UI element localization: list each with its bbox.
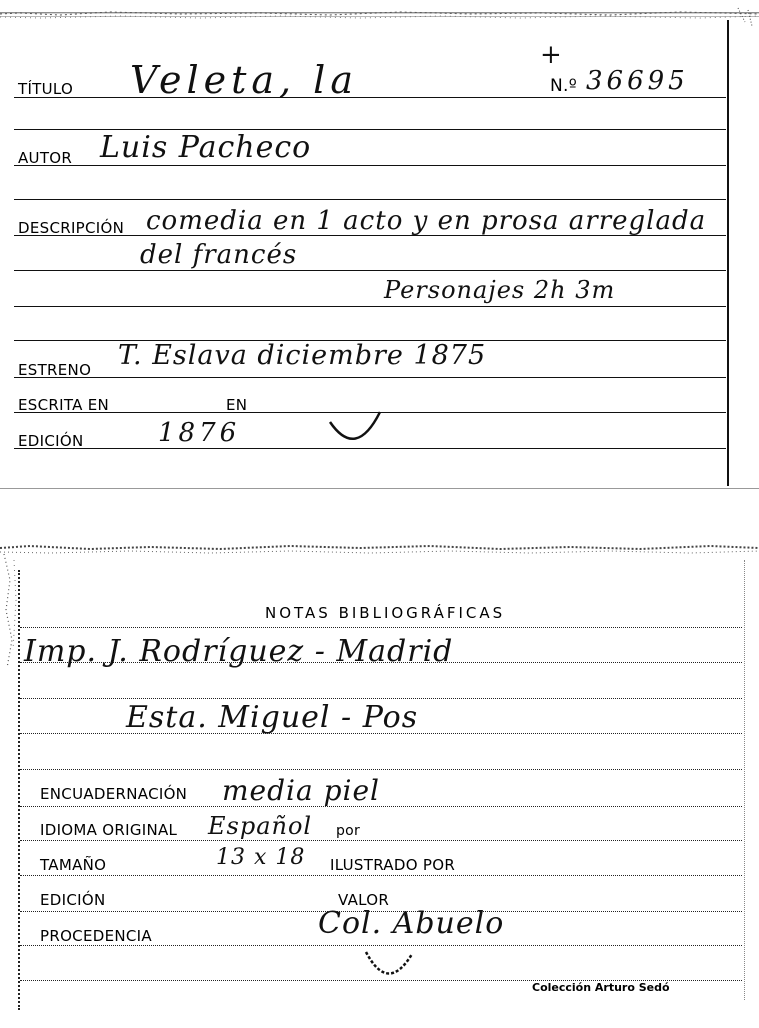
scan-edge-noise-bottom [0, 540, 759, 562]
descripcion-line1: comedia en 1 acto y en prosa arreglada [146, 206, 707, 236]
rule-autor [14, 165, 726, 166]
estreno-value: T. Eslava diciembre 1875 [118, 340, 487, 371]
edicion-label: EDICIÓN [18, 432, 84, 450]
rule-idioma [20, 840, 742, 841]
card-right-border [744, 560, 745, 1000]
encuadernacion-label: ENCUADERNACIÓN [40, 785, 188, 803]
card-right-border [727, 20, 729, 486]
notes-line2: Esta. Miguel - Pos [126, 700, 419, 735]
descripcion-label: DESCRIPCIÓN [18, 219, 125, 237]
idioma-label: IDIOMA ORIGINAL [40, 821, 178, 839]
estreno-label: ESTRENO [18, 361, 92, 379]
numero-mark: + [540, 40, 563, 70]
collection-footer: Colección Arturo Sedó [532, 981, 670, 994]
rule-encuadernacion [20, 806, 742, 807]
rule-titulo [14, 97, 726, 98]
procedencia-label: PROCEDENCIA [40, 927, 152, 945]
catalog-card-front [0, 0, 759, 495]
notas-heading: NOTAS BIBLIOGRÁFICAS [265, 604, 506, 622]
titulo-value: Veleta, la [130, 58, 358, 102]
edicion-back-label: EDICIÓN [40, 891, 106, 909]
autor-label: AUTOR [18, 149, 73, 167]
valor-label: VALOR [338, 891, 390, 909]
edicion-value: 1876 [158, 418, 241, 448]
notes-line1: Imp. J. Rodríguez - Madrid [24, 634, 454, 669]
notes-rule-1 [20, 627, 742, 628]
rule-tamano [20, 875, 742, 876]
notes-rule-3 [20, 698, 742, 699]
en-label: EN [226, 396, 248, 414]
encuadernacion-value: media piel [222, 774, 380, 807]
descripcion-line2: del francés [140, 240, 298, 270]
card-bottom-edge [0, 488, 759, 489]
numero-label: N.º [550, 76, 578, 96]
descripcion-line3: Personajes 2h 3m [384, 276, 616, 304]
punch-hole-arc [322, 402, 392, 448]
rule-4 [14, 199, 726, 200]
punch-hole-arc [360, 938, 420, 982]
rule-edicion [14, 448, 726, 449]
tamano-label: TAMAÑO [40, 856, 107, 874]
tamano-value: 13 x 18 [216, 845, 306, 870]
rule-6 [14, 270, 726, 271]
numero-value: 36695 [586, 66, 689, 96]
card-left-border [18, 570, 20, 1010]
titulo-label: TÍTULO [18, 80, 74, 98]
idioma-value: Español [208, 812, 313, 840]
escrita-en-label: ESCRITA EN [18, 396, 110, 414]
notes-rule-5 [20, 769, 742, 770]
scan-edge-noise-top [0, 6, 759, 28]
catalog-card-back [0, 540, 759, 1028]
por-label: por [336, 823, 361, 839]
rule-estreno [14, 377, 726, 378]
ilustrado-label: ILUSTRADO POR [330, 856, 456, 874]
autor-value: Luis Pacheco [100, 130, 312, 165]
procedencia-value: Col. Abuelo [318, 906, 505, 941]
rule-7 [14, 306, 726, 307]
